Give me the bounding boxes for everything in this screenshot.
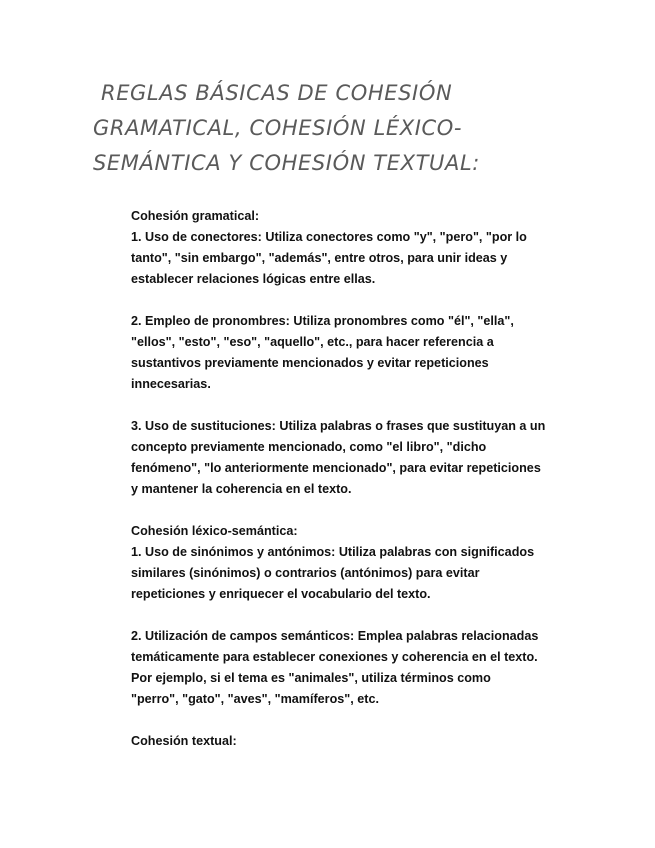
- paragraph-gap: [131, 500, 571, 521]
- paragraph-line: similares (sinónimos) o contrarios (antónimos) para evitar: [131, 566, 480, 580]
- title-line: GRAMATICAL, COHESIÓN LÉXICO-: [93, 116, 463, 140]
- paragraph-gap: [131, 605, 571, 626]
- paragraph-line: temáticamente para establecer conexiones y coherencia en el texto.: [131, 650, 538, 664]
- paragraph-gap: [131, 290, 571, 311]
- paragraph-line: "perro", "gato", "aves", "mamíferos", etc.: [131, 692, 379, 706]
- title-line: REGLAS BÁSICAS DE COHESIÓN: [101, 81, 453, 105]
- paragraph-line: Por ejemplo, si el tema es "animales", utiliza términos como: [131, 671, 491, 685]
- paragraph-gap: [131, 395, 571, 416]
- paragraph-line: 1. Uso de conectores: Utiliza conectores como "y", "pero", "por lo: [131, 230, 527, 244]
- paragraph-line: y mantener la coherencia en el texto.: [131, 482, 352, 496]
- section-heading-lexico: Cohesión léxico-semántica:: [131, 524, 298, 538]
- paragraph-line: fenómeno", "lo anteriormente mencionado", para evitar repeticiones: [131, 461, 541, 475]
- document-title: [93, 76, 593, 181]
- paragraph-line: establecer relaciones lógicas entre ellas.: [131, 272, 376, 286]
- paragraph-line: innecesarias.: [131, 377, 211, 391]
- paragraph-gap: [131, 710, 571, 731]
- paragraph-line: concepto previamente mencionado, como "el libro", "dicho: [131, 440, 487, 454]
- section-heading-textual: Cohesión textual:: [131, 734, 237, 748]
- section-heading-gramatical: Cohesión gramatical:: [131, 209, 260, 223]
- paragraph-line: 3. Uso de sustituciones: Utiliza palabras o frases que sustituyan a un: [131, 419, 546, 433]
- paragraph-line: 2. Empleo de pronombres: Utiliza pronombres como "él", "ella",: [131, 314, 514, 328]
- document-body: [131, 206, 571, 752]
- paragraph-line: 2. Utilización de campos semánticos: Emplea palabras relacionadas: [131, 629, 539, 643]
- paragraph-line: "ellos", "esto", "eso", "aquello", etc., para hacer referencia a: [131, 335, 494, 349]
- paragraph-line: sustantivos previamente mencionados y evitar repeticiones: [131, 356, 489, 370]
- paragraph-line: tanto", "sin embargo", "además", entre otros, para unir ideas y: [131, 251, 508, 265]
- paragraph-line: 1. Uso de sinónimos y antónimos: Utiliza palabras con significados: [131, 545, 535, 559]
- title-line: SEMÁNTICA Y COHESIÓN TEXTUAL:: [93, 151, 480, 175]
- paragraph-line: repeticiones y enriquecer el vocabulario del texto.: [131, 587, 431, 601]
